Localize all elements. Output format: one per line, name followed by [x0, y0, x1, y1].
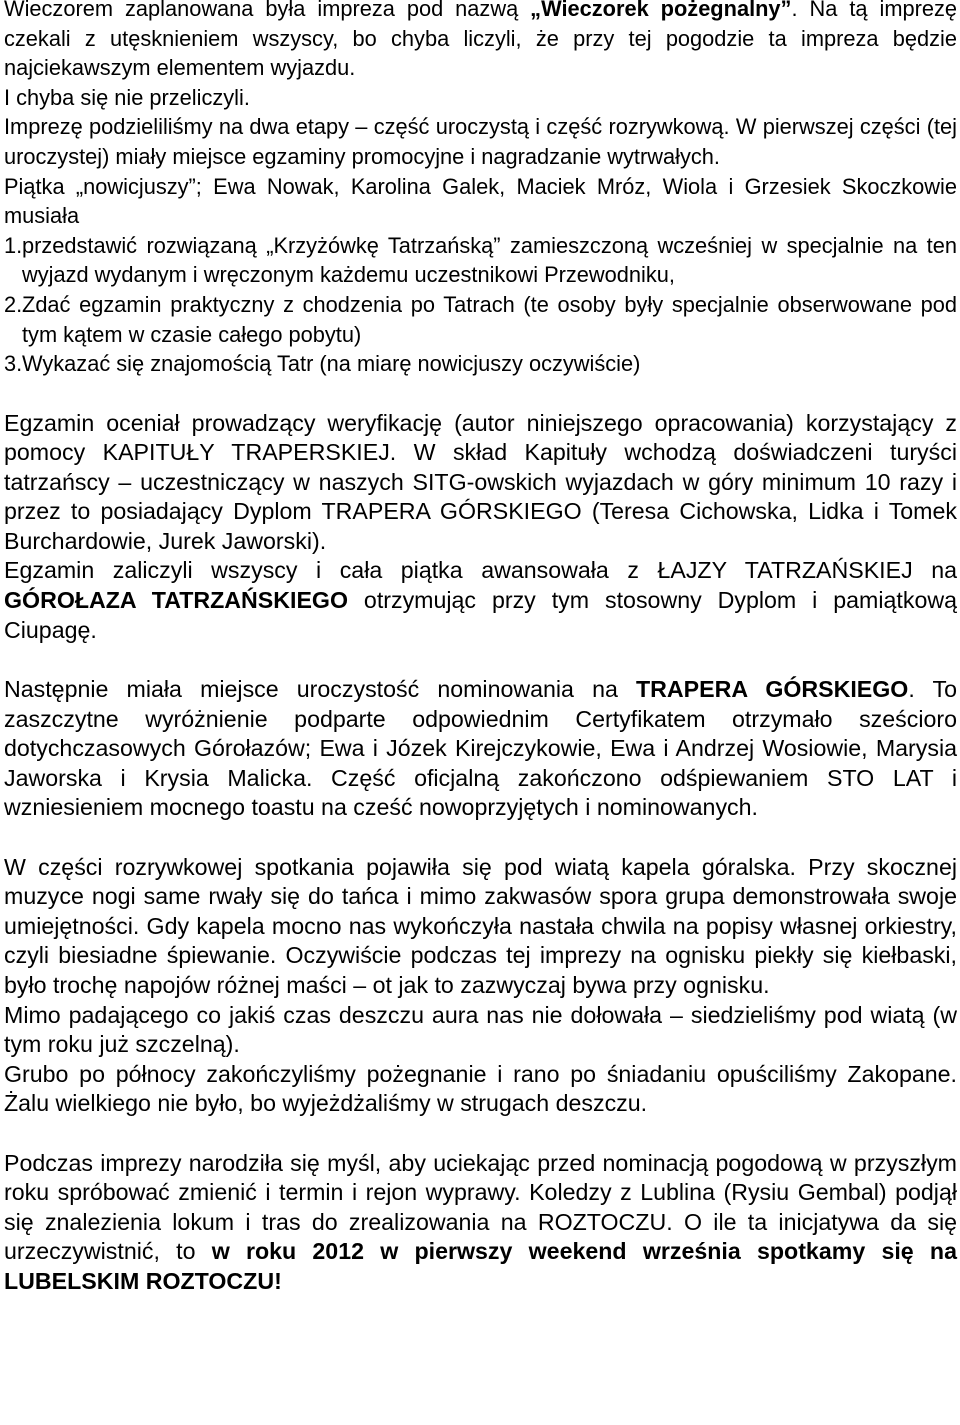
paragraph-exam-passed [4, 556, 957, 645]
list-item [4, 231, 957, 290]
paragraph-two-stages: Imprezę podzieliliśmy na dwa etapy – część uroczystą i część rozrywkową. W pierwszej części (tej uroczystej) miały miejsce egzaminy promocyjne i nagradzanie wytrwałych. [4, 114, 957, 169]
paragraph-nomination [4, 675, 957, 823]
paragraph-text: Następnie miała miejsce uroczystość nominowania na [4, 676, 636, 703]
paragraph-rain: Mimo padającego co jakiś czas deszczu aura nas nie dołowała – siedzieliśmy pod wiatą (w tym roku już szczelną). [4, 1001, 957, 1058]
list-item-number: 2. [4, 291, 23, 317]
list-item-text: Zdać egzamin praktyczny z chodzenia po Tatrach (te osoby były specjalnie obserwowane pod tym kątem w czasie całego pobytu) [22, 291, 957, 347]
paragraph-text: Podczas imprezy narodziła się myśl, aby uciekając przed nominacją pogodową w przyszłym roku spróbować zmienić i termin i rejon wyprawy. Koledzy z Lublina (Rysiu Gembal) podjął się znalezienia lokum i tras do zrealizowania na ROZTOCZU. O ile ta inicjatywa da się urzeczywistnić, to [4, 1149, 957, 1265]
list-item-number: 3. [4, 351, 23, 377]
emphasis-announcement: w roku 2012 w pierwszy weekend września spotkamy się na LUBELSKIM ROZTOCZU! [4, 1238, 957, 1294]
paragraph-evening-party [4, 0, 957, 83]
document-page [4, 0, 957, 1296]
paragraph-departure: Grubo po północy zakończyliśmy pożegnanie i rano po śniadaniu opuściliśmy Zakopane. Żalu wielkiego nie było, bo wyjeżdżaliśmy w strugach deszczu. [4, 1060, 957, 1117]
intro-section [4, 0, 957, 379]
list-item [4, 349, 957, 379]
list-item-number: 1. [4, 232, 23, 258]
paragraph-exam-chapter: Egzamin oceniał prowadzący weryfikację (autor niniejszego opracowania) korzystający z pomocy KAPITUŁY TRAPERSKIEJ. W skład Kapituły wchodzą doświadczeni turyści tatrzańscy – uczestniczący w naszych SITG-owskich wyjazdach w góry minimum 10 razy i przez to posiadający Dyplom TRAPERA GÓRSKIEGO (Teresa Cichowska, Lidka i Tomek Burchardowie, Jurek Jaworski). [4, 409, 957, 554]
emphasis-title: GÓROŁAZA TATRZAŃSKIEGO [4, 587, 348, 613]
paragraph-text: Wieczorem zaplanowana była impreza pod nazwą [4, 0, 531, 21]
emphasis-title: TRAPERA GÓRSKIEGO [636, 676, 909, 703]
list-item-text: przedstawić rozwiązaną „Krzyżówkę Tatrzańską” zamieszczoną wcześniej w specjalnie na ten wyjazd wydanym i wręczonym każdemu uczestnikowi Przewodniku, [22, 232, 957, 288]
paragraph-text: otrzymując przy tym stosowny Dyplom i pamiątkową Ciupagę. [4, 587, 957, 643]
paragraph-next-year [4, 1149, 957, 1297]
list-item-text: Wykazać się znajomością Tatr (na miarę nowicjuszy oczywiście) [22, 351, 641, 377]
paragraph-text: . To zaszczytne wyróżnienie podparte odpowiednim Certyfikatem otrzymało sześcioro dotychczasowych Górołazów; Ewa i Józek Kirejczykowie, Ewa i Andrzej Wosiowie, Marysia Jaworska i Krysia Malicka. Część oficjalną zakończono odśpiewaniem STO LAT i wzniesieniem mocnego toastu na cześć nowoprzyjętych i nominowanych. [4, 676, 957, 821]
paragraph-newcomers: Piątka „nowicjuszy”; Ewa Nowak, Karolina Galek, Maciek Mróz, Wiola i Grzesiek Skoczkowie musiała [4, 173, 957, 229]
exam-task-list [4, 231, 957, 379]
event-name: „Wieczorek pożegnalny” [530, 0, 792, 21]
paragraph-not-mistaken: I chyba się nie przeliczyli. [4, 84, 250, 110]
paragraph-entertainment: W części rozrywkowej spotkania pojawiła się pod wiatą kapela góralska. Przy skocznej muzyce nogi same rwały się do tańca i mimo zakwasów spora grupa demonstrowała swoje umiejętności. Gdy kapela mocno nas wykończyła nastała chwila na popisy własnej orkiestry, czyli biesiadne śpiewanie. Oczywiście podczas tej imprezy na ognisku piekły się kiełbaski, było trochę napojów różnej maści – ot jak to zazwyczaj bywa przy ognisku. [4, 853, 957, 999]
paragraph-text: Egzamin zaliczyli wszyscy i cała piątka awansowała z ŁAJZY TATRZAŃSKIEJ na [4, 557, 957, 584]
list-item [4, 290, 957, 349]
main-section [4, 409, 957, 1297]
paragraph-text: . Na tą imprezę czekali z utęsknieniem wszyscy, bo chyba liczyli, że przy tej pogodzie ta impreza będzie najciekawszym elementem wyjazdu. [4, 0, 957, 81]
